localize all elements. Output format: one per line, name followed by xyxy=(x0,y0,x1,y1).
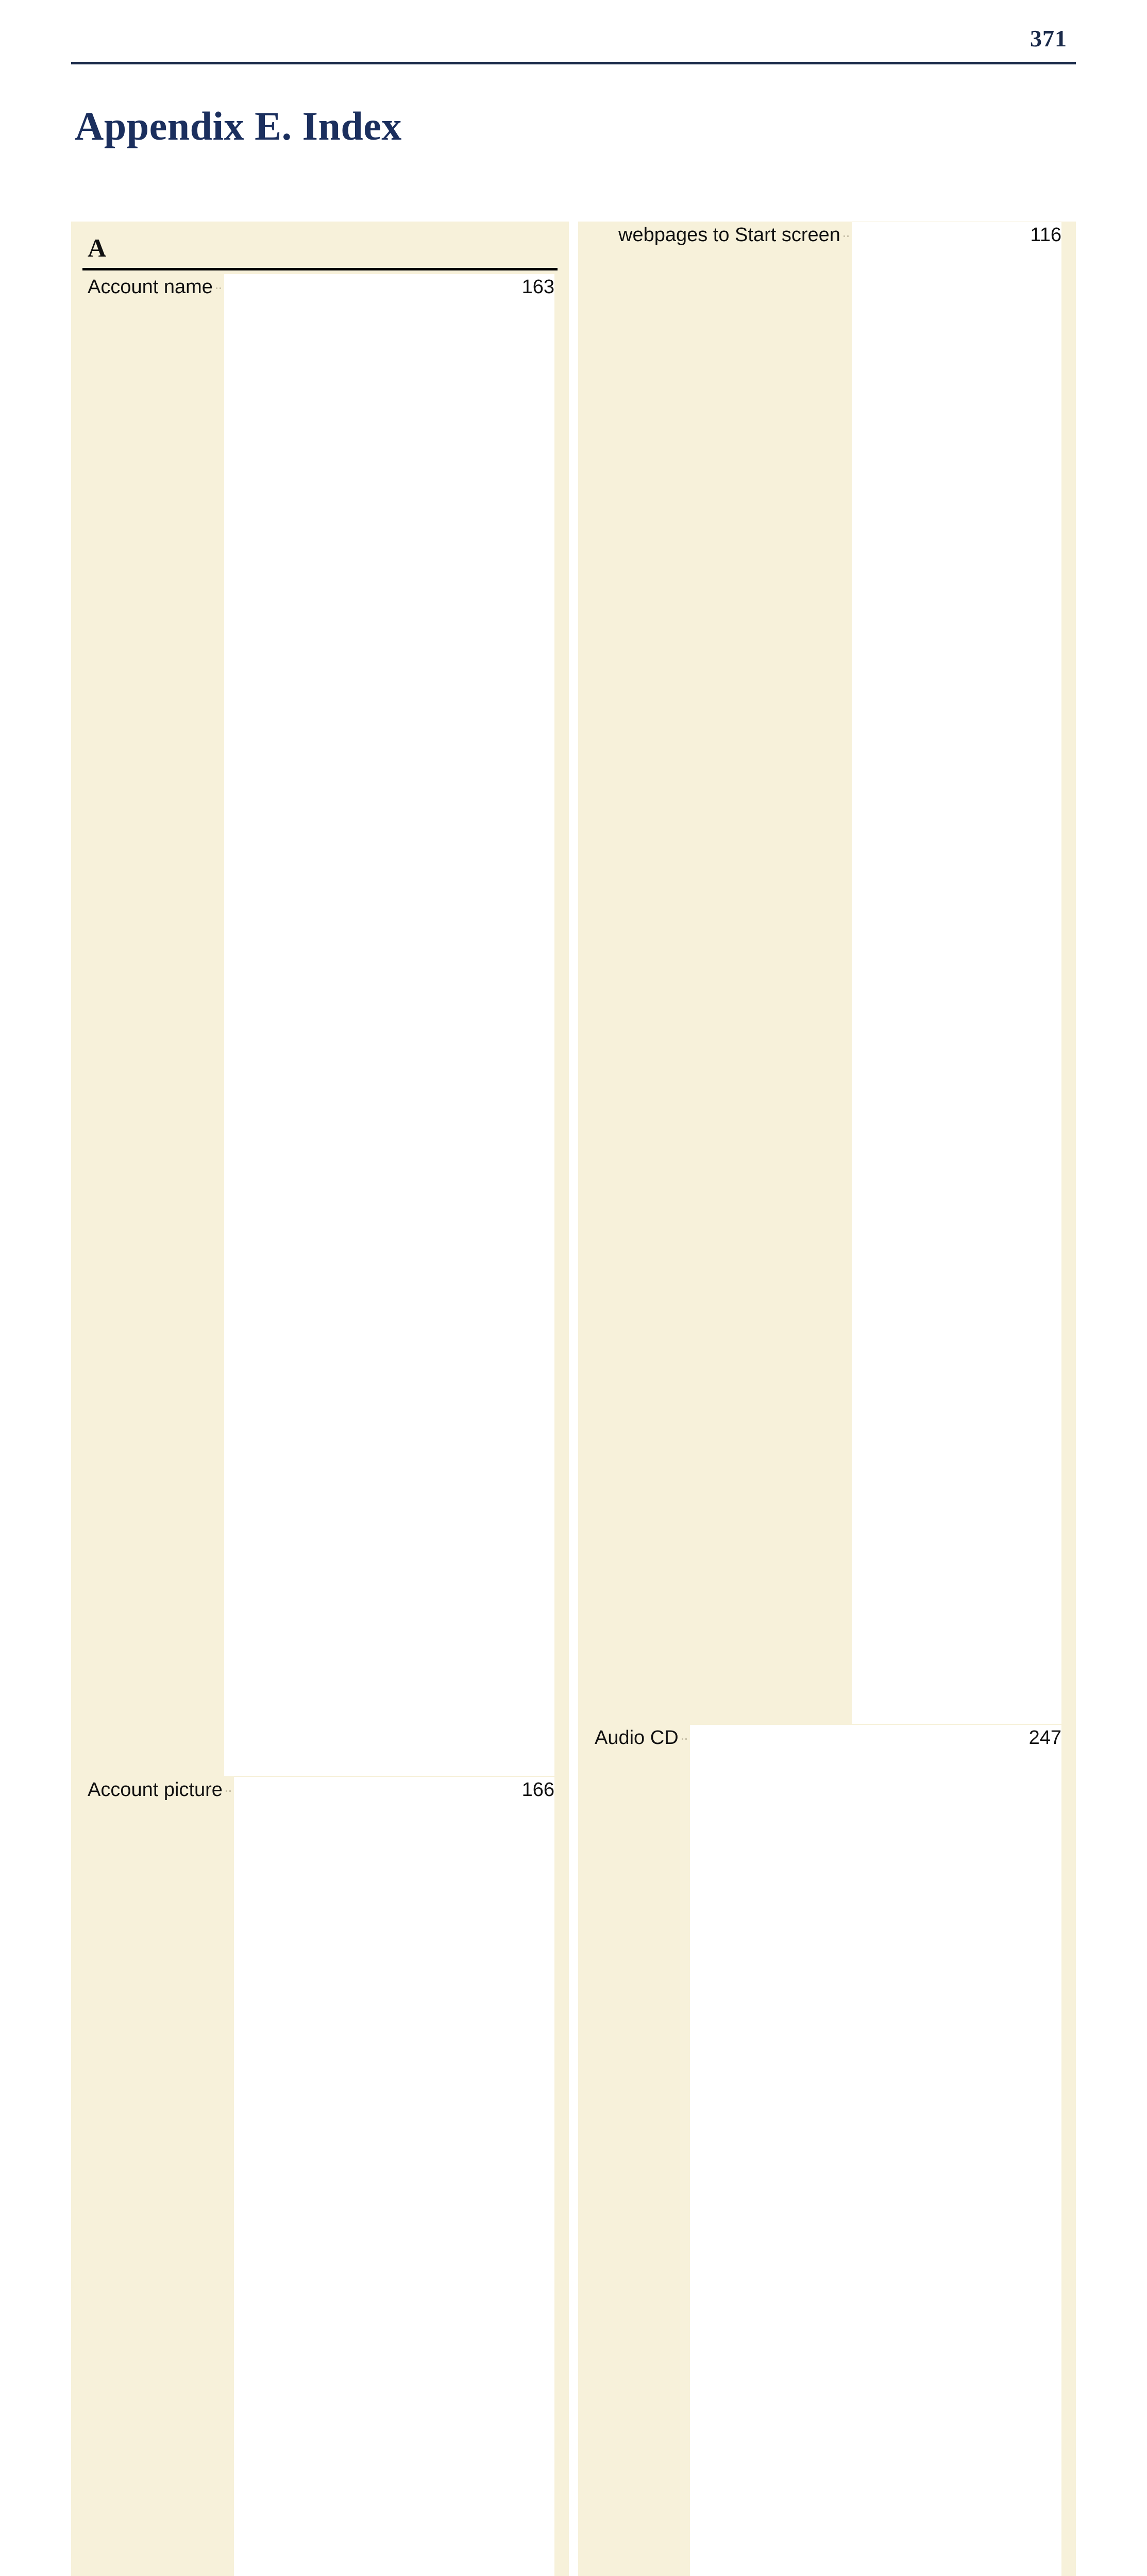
index-column xyxy=(578,222,1076,2576)
index-letter-heading xyxy=(71,222,569,270)
index-entry xyxy=(82,274,558,1776)
index-entry xyxy=(82,1776,558,2576)
header-divider xyxy=(71,62,1076,64)
index-columns xyxy=(71,222,1076,2576)
index-entry-label: Account picture xyxy=(88,1779,223,1801)
letter-divider xyxy=(82,268,558,270)
index-entry xyxy=(589,222,1065,1724)
dot-leader xyxy=(226,1790,231,1792)
index-entry xyxy=(589,1724,1065,2576)
index-entry-page: 247 xyxy=(690,1725,1061,2576)
page-number: 371 xyxy=(1030,25,1067,52)
index-entry-list xyxy=(71,274,569,2576)
index-column xyxy=(71,222,569,2576)
index-entry-label: webpages to Start screen xyxy=(618,224,840,246)
dot-leader xyxy=(844,235,849,237)
index-entry-label: Audio CD xyxy=(595,1727,679,1749)
index-entry-page: 163 xyxy=(224,274,554,1776)
index-entry-label: Account name xyxy=(88,276,213,298)
dot-leader xyxy=(682,1738,687,1740)
letter-label: A xyxy=(88,233,107,262)
index-entry-list xyxy=(578,222,1076,2576)
index-entry-page: 116 xyxy=(852,222,1061,1724)
index-entry-page: 166 xyxy=(234,1777,554,2576)
dot-leader xyxy=(216,287,221,289)
page-title: Appendix E. Index xyxy=(75,104,402,148)
